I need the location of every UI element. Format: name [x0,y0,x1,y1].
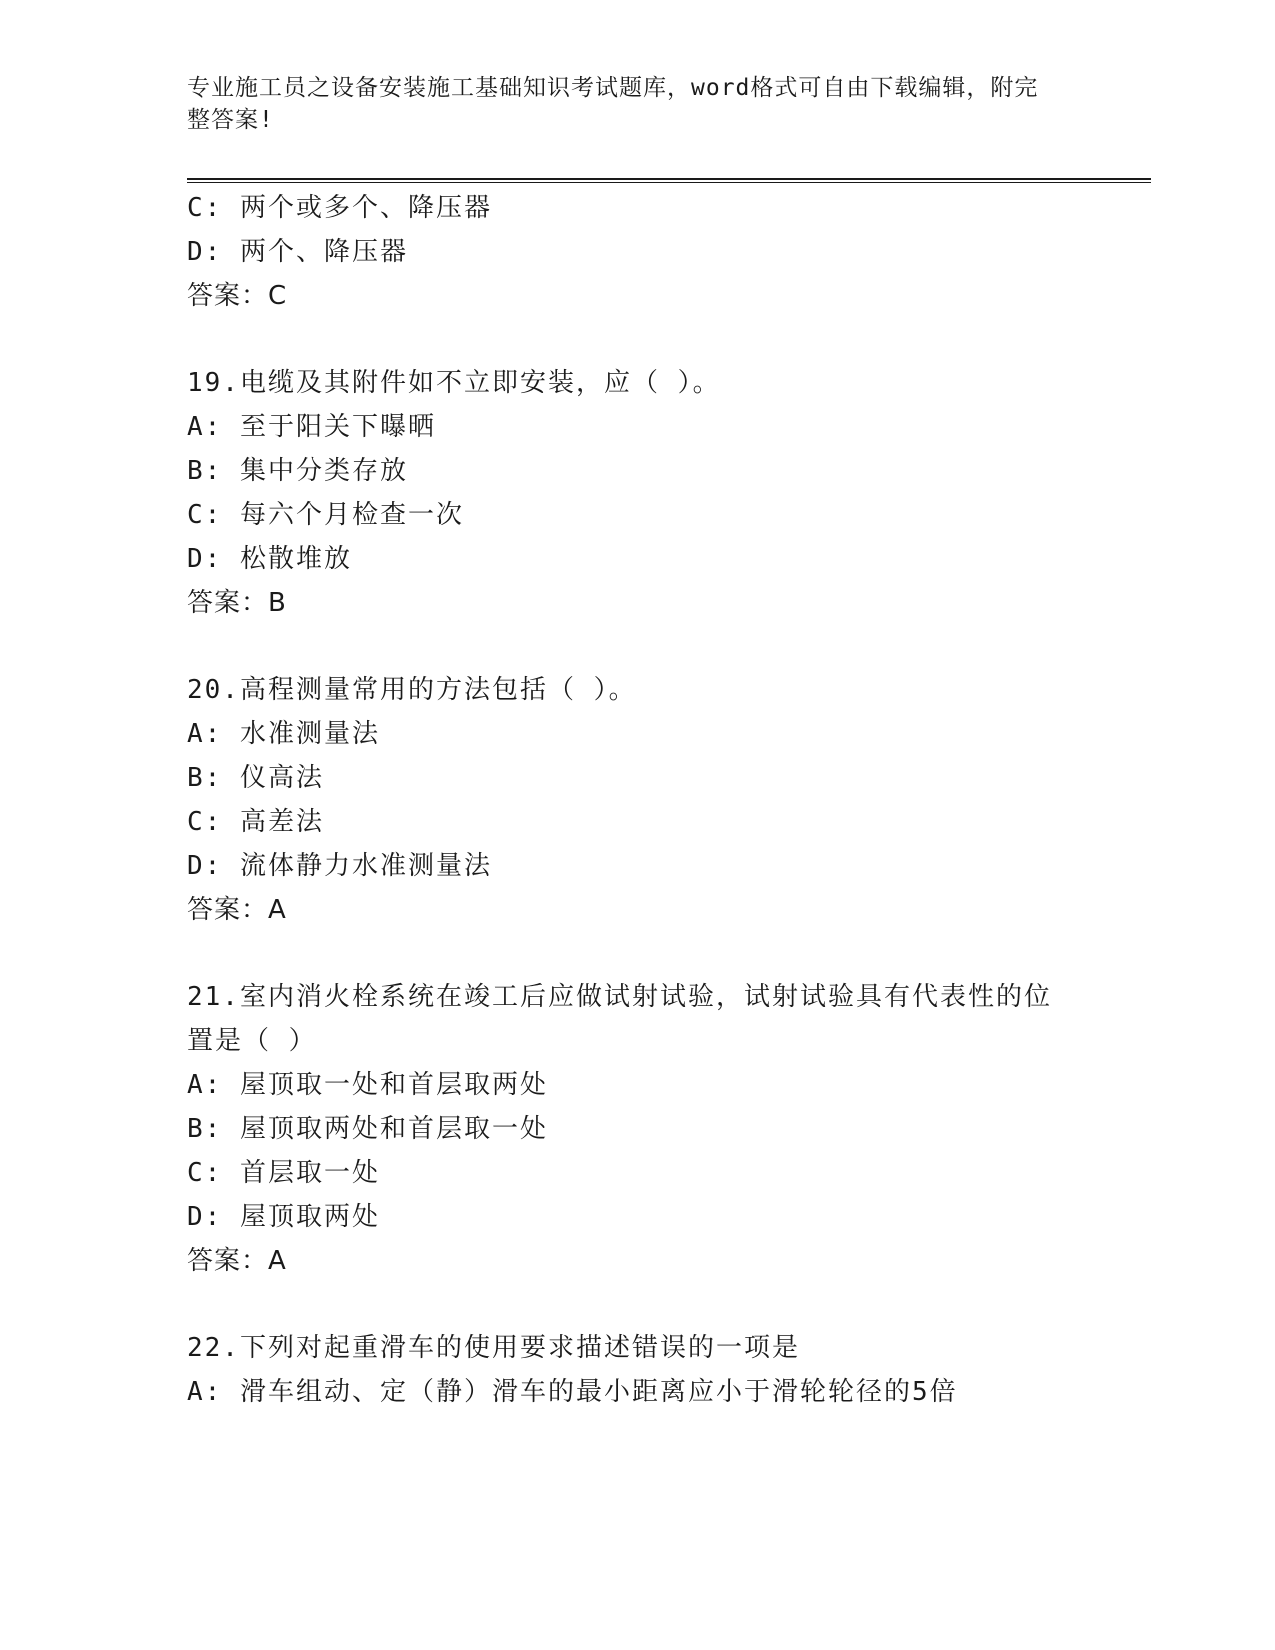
q18-answer: 答案：C [187,281,288,311]
document-header [187,72,1067,136]
q20-option-d: D: 流体静力水准测量法 [187,851,492,881]
q18-option-c: C: 两个或多个、降压器 [187,193,492,223]
q21-option-b: B: 屋顶取两处和首层取一处 [187,1114,548,1144]
q21-stem-line-2: 置是（ ） [187,1026,317,1056]
q20-stem: 20.高程测量常用的方法包括（ ）。 [187,675,637,705]
q22-stem: 22.下列对起重滑车的使用要求描述错误的一项是 [187,1333,800,1363]
q22-option-a: A: 滑车组动、定（静）滑车的最小距离应小于滑轮轮径的5倍 [187,1377,958,1407]
q21-option-c: C: 首层取一处 [187,1158,380,1188]
q20-option-c: C: 高差法 [187,807,324,837]
q18-option-d: D: 两个、降压器 [187,237,408,267]
header-divider-thin [187,182,1151,183]
q21-option-a: A: 屋顶取一处和首层取两处 [187,1070,548,1100]
q21-option-d: D: 屋顶取两处 [187,1202,380,1232]
header-title-line-1: 专业施工员之设备安装施工基础知识考试题库，word格式可自由下载编辑，附完 [187,75,1039,101]
q19-option-d: D: 松散堆放 [187,544,352,574]
q20-option-b: B: 仪高法 [187,763,324,793]
q19-answer: 答案：B [187,588,287,618]
q19-option-b: B: 集中分类存放 [187,456,408,486]
q19-option-c: C: 每六个月检查一次 [187,500,464,530]
q19-option-a: A: 至于阳关下曝晒 [187,412,436,442]
q20-answer: 答案：A [187,895,287,925]
header-title-line-2: 整答案! [187,107,274,133]
header-divider-thick [187,178,1151,180]
q21-answer: 答案：A [187,1246,287,1276]
q20-option-a: A: 水准测量法 [187,719,380,749]
q21-stem-line-1: 21.室内消火栓系统在竣工后应做试射试验，试射试验具有代表性的位 [187,982,1052,1012]
q19-stem: 19.电缆及其附件如不立即安装，应（ ）。 [187,368,721,398]
